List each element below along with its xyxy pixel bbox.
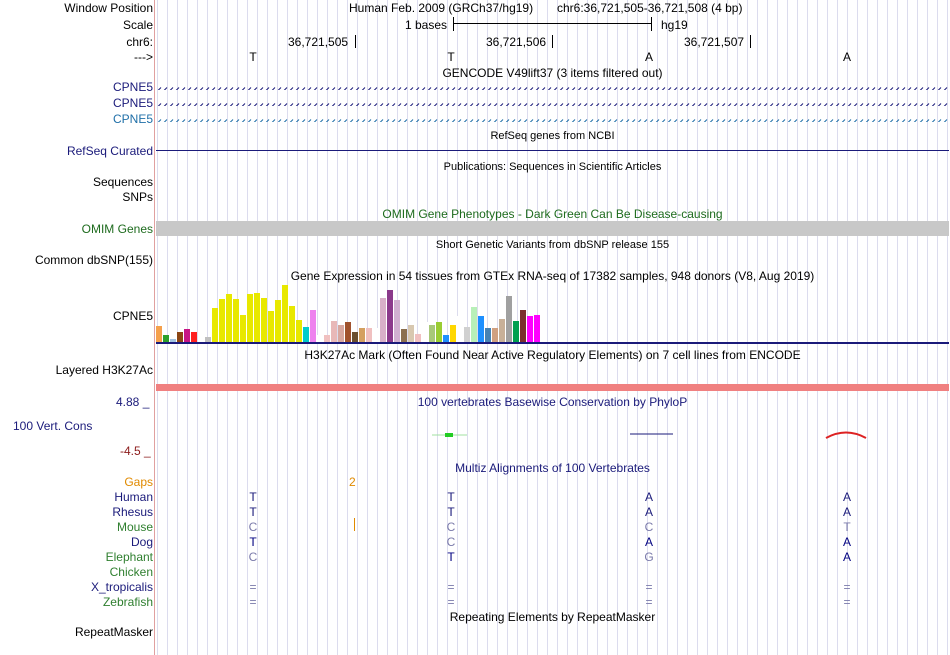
coord-3: 36,721,507 bbox=[684, 35, 745, 49]
gtex-tissue-bar[interactable] bbox=[156, 326, 162, 342]
coord-2: 36,721,506 bbox=[486, 35, 547, 49]
species-label[interactable]: X_tropicalis bbox=[90, 580, 153, 594]
phylop-label[interactable]: 100 Vert. Cons bbox=[13, 419, 93, 433]
gtex-gene-label[interactable]: CPNE5 bbox=[112, 309, 153, 323]
species-base: A bbox=[644, 490, 653, 504]
gtex-tissue-bar[interactable] bbox=[408, 325, 414, 342]
species-base: = bbox=[843, 595, 851, 609]
gtex-tissue-bar[interactable] bbox=[520, 310, 526, 342]
species-base: = bbox=[447, 595, 455, 609]
gtex-tissue-bar[interactable] bbox=[212, 308, 218, 342]
phylop-ymin: -4.5 _ bbox=[120, 444, 151, 458]
gtex-tissue-bar[interactable] bbox=[247, 294, 253, 342]
ref-base-1: T bbox=[249, 50, 257, 64]
species-label[interactable]: Elephant bbox=[105, 550, 153, 564]
h3k27ac-signal[interactable] bbox=[156, 384, 949, 391]
scale-text: 1 bases bbox=[405, 18, 448, 32]
gtex-tissue-bar[interactable] bbox=[338, 325, 344, 342]
phylop-mark-1b bbox=[445, 433, 453, 437]
species-base: T bbox=[843, 520, 851, 534]
gtex-tissue-bar[interactable] bbox=[387, 290, 393, 342]
gtex-tissue-bar[interactable] bbox=[527, 316, 533, 342]
species-base: T bbox=[447, 490, 455, 504]
gtex-tissue-bar[interactable] bbox=[380, 298, 386, 342]
gtex-tissue-bar[interactable] bbox=[191, 332, 197, 342]
gtex-tissue-bar[interactable] bbox=[492, 328, 498, 342]
gencode-transcript-2[interactable] bbox=[156, 99, 949, 106]
gtex-tissue-bar[interactable] bbox=[359, 328, 365, 342]
species-label[interactable]: Dog bbox=[130, 535, 153, 549]
gtex-tissue-bar[interactable] bbox=[317, 335, 323, 342]
label-divider bbox=[154, 0, 155, 655]
phylop-mark-3 bbox=[826, 433, 866, 439]
species-base: C bbox=[248, 550, 258, 564]
species-base: A bbox=[644, 505, 653, 519]
species-base: = bbox=[843, 580, 851, 594]
gtex-tissue-bar[interactable] bbox=[289, 306, 295, 342]
gencode-gene-1[interactable]: CPNE5 bbox=[112, 80, 153, 94]
species-label[interactable]: Human bbox=[114, 490, 153, 504]
chrom-label: chr6: bbox=[126, 35, 153, 49]
gtex-tissue-bar[interactable] bbox=[177, 332, 183, 342]
species-base: G bbox=[644, 550, 654, 564]
species-base: C bbox=[446, 520, 456, 534]
gtex-tissue-bar[interactable] bbox=[450, 325, 456, 342]
ref-base-4: A bbox=[842, 50, 851, 64]
gtex-tissue-bar[interactable] bbox=[352, 332, 358, 342]
gtex-tissue-bar[interactable] bbox=[464, 327, 470, 342]
h3k27ac-title[interactable]: H3K27Ac Mark (Often Found Near Active Regulatory Elements) on 7 cell lines from ENCODE bbox=[304, 348, 801, 362]
gtex-tissue-bar[interactable] bbox=[261, 298, 267, 342]
gtex-tissue-bar[interactable] bbox=[485, 328, 491, 342]
gtex-tissue-bar[interactable] bbox=[303, 327, 309, 342]
dbsnp-title[interactable]: Short Genetic Variants from dbSNP release 155 bbox=[435, 239, 670, 251]
species-base: A bbox=[644, 535, 653, 549]
range-text[interactable]: chr6:36,721,505-36,721,508 (4 bp) bbox=[557, 1, 743, 15]
refseq-title[interactable]: RefSeq genes from NCBI bbox=[490, 130, 615, 142]
gencode-gene-2[interactable]: CPNE5 bbox=[112, 96, 153, 110]
scale-label: Scale bbox=[122, 18, 153, 32]
phylop-signal[interactable] bbox=[156, 425, 949, 445]
gtex-gene-line[interactable] bbox=[156, 342, 949, 344]
gtex-tissue-bar[interactable] bbox=[275, 300, 281, 342]
assembly-text: Human Feb. 2009 (GRCh37/hg19) bbox=[349, 1, 534, 15]
multiz-title[interactable]: Multiz Alignments of 100 Vertebrates bbox=[455, 461, 650, 475]
species-base: = bbox=[645, 595, 653, 609]
species-base: T bbox=[447, 550, 455, 564]
publications-title[interactable]: Publications: Sequences in Scientific Articles bbox=[443, 161, 662, 173]
gtex-tissue-bar[interactable] bbox=[366, 328, 372, 342]
strand-label: ---> bbox=[134, 50, 153, 64]
gtex-tissue-bar[interactable] bbox=[310, 310, 316, 342]
omim-title[interactable]: OMIM Gene Phenotypes - Dark Green Can Be Disease-causing bbox=[382, 207, 723, 221]
window-position-label: Window Position bbox=[64, 1, 153, 15]
species-label[interactable]: Mouse bbox=[116, 520, 153, 534]
gtex-tissue-bar[interactable] bbox=[457, 316, 463, 342]
gtex-tissue-bar[interactable] bbox=[331, 321, 337, 342]
species-base: C bbox=[446, 535, 456, 549]
repeatmasker-title[interactable]: Repeating Elements by RepeatMasker bbox=[449, 610, 656, 624]
gtex-tissue-bar[interactable] bbox=[345, 322, 351, 342]
ref-base-2: T bbox=[447, 50, 455, 64]
gtex-title[interactable]: Gene Expression in 54 tissues from GTEx RNA-seq of 17382 samples, 948 donors (V8, Aug 2019) bbox=[290, 269, 815, 283]
scale-db: hg19 bbox=[661, 18, 688, 32]
gtex-tissue-bar[interactable] bbox=[506, 296, 512, 342]
gtex-tissue-bar[interactable] bbox=[163, 335, 169, 342]
species-base: A bbox=[842, 535, 851, 549]
gtex-tissue-bar[interactable] bbox=[436, 322, 442, 342]
gtex-tissue-bar[interactable] bbox=[184, 329, 190, 342]
coord-tick-1 bbox=[355, 35, 356, 48]
gtex-tissue-bar[interactable] bbox=[226, 294, 232, 342]
gtex-tissue-bar[interactable] bbox=[429, 325, 435, 342]
species-base: T bbox=[447, 505, 455, 519]
gtex-bar-chart[interactable] bbox=[156, 284, 556, 342]
gtex-tissue-bar[interactable] bbox=[254, 293, 260, 342]
gtex-tissue-bar[interactable] bbox=[443, 335, 449, 342]
species-base: C bbox=[644, 520, 654, 534]
gtex-tissue-bar[interactable] bbox=[373, 328, 379, 342]
ref-base-3: A bbox=[644, 50, 653, 64]
scale-bar-right bbox=[651, 17, 652, 31]
scale-bar-left bbox=[453, 17, 454, 31]
species-base: A bbox=[842, 550, 851, 564]
gaps-value: 2 bbox=[349, 475, 356, 489]
gtex-tissue-bar[interactable] bbox=[324, 335, 330, 342]
gtex-tissue-bar[interactable] bbox=[296, 320, 302, 342]
publications-snps-label[interactable]: SNPs bbox=[122, 190, 153, 204]
coord-tick-3 bbox=[750, 35, 751, 48]
omim-feature[interactable] bbox=[156, 221, 949, 236]
species-base: = bbox=[249, 595, 257, 609]
gtex-tissue-bar[interactable] bbox=[240, 315, 246, 342]
gtex-tissue-bar[interactable] bbox=[268, 311, 274, 342]
gtex-tissue-bar[interactable] bbox=[401, 329, 407, 342]
gaps-label: Gaps bbox=[124, 475, 153, 489]
gtex-tissue-bar[interactable] bbox=[478, 316, 484, 342]
refseq-transcript[interactable] bbox=[156, 150, 949, 151]
species-label[interactable]: Rhesus bbox=[112, 505, 153, 519]
gencode-transcript-3[interactable] bbox=[156, 115, 949, 122]
gtex-tissue-bar[interactable] bbox=[282, 285, 288, 342]
gencode-transcript-1[interactable] bbox=[156, 83, 949, 90]
publications-sequences-label[interactable]: Sequences bbox=[92, 175, 153, 189]
species-label[interactable]: Chicken bbox=[109, 565, 153, 579]
refseq-label[interactable]: RefSeq Curated bbox=[66, 144, 153, 158]
gtex-tissue-bar[interactable] bbox=[233, 299, 239, 342]
dbsnp-label[interactable]: Common dbSNP(155) bbox=[34, 253, 153, 267]
species-base: T bbox=[249, 505, 257, 519]
scale-bar bbox=[453, 23, 651, 24]
gtex-tissue-bar[interactable] bbox=[415, 334, 421, 342]
coord-1: 36,721,505 bbox=[288, 35, 349, 49]
species-label[interactable]: Zebrafish bbox=[102, 595, 153, 609]
gtex-tissue-bar[interactable] bbox=[471, 307, 477, 342]
phylop-ymax: 4.88 _ bbox=[116, 395, 150, 409]
species-base: C bbox=[248, 520, 258, 534]
insertion-marker bbox=[354, 518, 355, 531]
species-base: A bbox=[842, 505, 851, 519]
gtex-tissue-bar[interactable] bbox=[499, 319, 505, 342]
species-base: T bbox=[249, 535, 257, 549]
gtex-tissue-bar[interactable] bbox=[534, 315, 540, 342]
species-base: A bbox=[842, 490, 851, 504]
species-base: = bbox=[645, 580, 653, 594]
repeatmasker-label[interactable]: RepeatMasker bbox=[74, 625, 153, 639]
gtex-tissue-bar[interactable] bbox=[394, 300, 400, 342]
gtex-tissue-bar[interactable] bbox=[219, 299, 225, 342]
omim-label[interactable]: OMIM Genes bbox=[81, 222, 153, 236]
gencode-gene-3[interactable]: CPNE5 bbox=[112, 112, 153, 126]
gtex-tissue-bar[interactable] bbox=[513, 321, 519, 342]
species-base: = bbox=[447, 580, 455, 594]
gencode-title[interactable]: GENCODE V49lift37 (3 items filtered out) bbox=[442, 66, 663, 80]
species-base: T bbox=[249, 490, 257, 504]
h3k27ac-label[interactable]: Layered H3K27Ac bbox=[55, 363, 153, 377]
gtex-tissue-bar[interactable] bbox=[198, 325, 204, 342]
phylop-title[interactable]: 100 vertebrates Basewise Conservation by PhyloP bbox=[417, 395, 688, 409]
gtex-tissue-bar[interactable] bbox=[422, 322, 428, 342]
coord-tick-2 bbox=[552, 35, 553, 48]
species-base: = bbox=[249, 580, 257, 594]
